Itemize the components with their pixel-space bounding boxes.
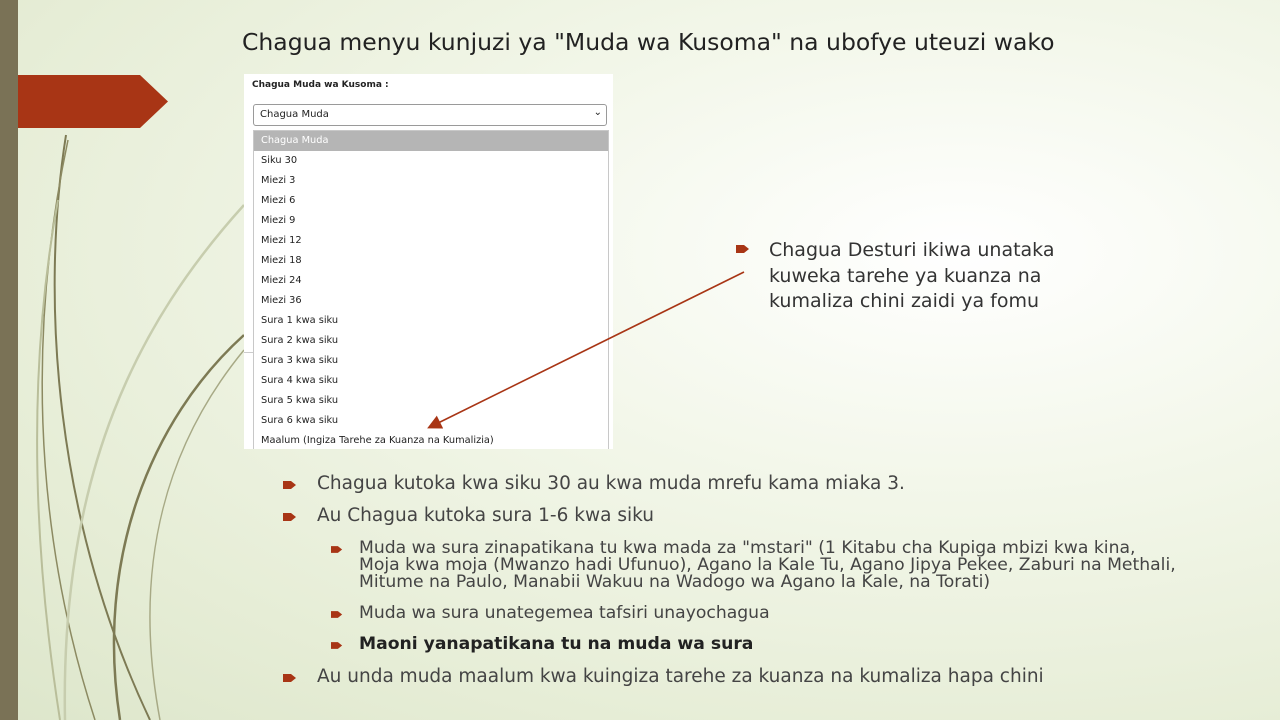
sidebar-stripe	[0, 0, 18, 720]
dropdown-option[interactable]: Miezi 12	[261, 235, 302, 246]
dropdown-option[interactable]: Sura 5 kwa siku	[261, 395, 339, 406]
arrow-bullet-icon	[283, 480, 297, 490]
list-item	[283, 473, 905, 494]
dropdown-option[interactable]: Sura 3 kwa siku	[261, 355, 339, 366]
reading-duration-select[interactable]	[253, 104, 607, 126]
list-item-text: Au unda muda maalum kwa kuingiza tarehe za kuanza na kumaliza hapa chini	[317, 666, 1044, 687]
reading-duration-label: Chagua Muda wa Kusoma :	[252, 80, 389, 90]
sub-list-item	[331, 636, 1179, 653]
dropdown-option[interactable]: Siku 30	[261, 155, 298, 166]
list-item-text: Muda wa sura unategemea tafsiri unayochagua	[359, 603, 770, 623]
arrow-bullet-icon	[331, 610, 343, 619]
dropdown-option[interactable]: Miezi 18	[261, 255, 302, 266]
chevron-down-icon: ⌄	[593, 107, 602, 118]
dropdown-option[interactable]: Sura 1 kwa siku	[261, 315, 339, 326]
divider	[244, 352, 253, 353]
callout-text: Chagua Desturi ikiwa unataka kuweka tarehe ya kuanza na kumaliza chini zaidi ya fomu	[769, 239, 1055, 312]
title-accent-arrow	[18, 75, 168, 128]
list-item	[283, 505, 654, 526]
select-value: Chagua Muda	[260, 109, 329, 120]
dropdown-screenshot	[244, 74, 613, 449]
list-item-text: Muda wa sura zinapatikana tu kwa mada za "mstari" (1 Kitabu cha Kupiga mbizi kwa kina, Moja kwa moja (Mwanzo hadi Ufunuo), Agano la Kale Tu, Agano Jipya Pekee, Zaburi na Methali, Mitume na Paulo, Manabii Wakuu na Wadogo wa Agano la Kale, na Torati)	[359, 538, 1176, 592]
dropdown-options-list	[253, 130, 609, 449]
list-item	[283, 666, 1044, 687]
dropdown-option[interactable]: Chagua Muda	[254, 131, 608, 151]
list-item-text: Chagua kutoka kwa siku 30 au kwa muda mrefu kama miaka 3.	[317, 473, 905, 494]
dropdown-option-custom[interactable]: Maalum (Ingiza Tarehe za Kuanza na Kumalizia)	[261, 435, 494, 446]
dropdown-option[interactable]: Miezi 9	[261, 215, 296, 226]
dropdown-option[interactable]: Miezi 24	[261, 275, 302, 286]
arrow-bullet-icon	[331, 641, 343, 650]
arrow-bullet-icon	[736, 244, 750, 254]
dropdown-option[interactable]: Miezi 3	[261, 175, 296, 186]
dropdown-option[interactable]: Sura 6 kwa siku	[261, 415, 339, 426]
dropdown-option[interactable]: Miezi 36	[261, 295, 302, 306]
dropdown-option[interactable]: Miezi 6	[261, 195, 296, 206]
custom-option-callout	[736, 238, 1116, 315]
sub-list-item	[331, 540, 1179, 591]
list-item-text: Maoni yanapatikana tu na muda wa sura	[359, 634, 754, 654]
arrow-bullet-icon	[283, 512, 297, 522]
list-item-text: Au Chagua kutoka sura 1-6 kwa siku	[317, 505, 654, 526]
slide-title: Chagua menyu kunjuzi ya "Muda wa Kusoma" na ubofye uteuzi wako	[242, 28, 1055, 56]
dropdown-option[interactable]: Sura 2 kwa siku	[261, 335, 339, 346]
sub-list-item	[331, 605, 1179, 622]
dropdown-option[interactable]: Sura 4 kwa siku	[261, 375, 339, 386]
arrow-bullet-icon	[283, 673, 297, 683]
arrow-bullet-icon	[331, 545, 343, 554]
